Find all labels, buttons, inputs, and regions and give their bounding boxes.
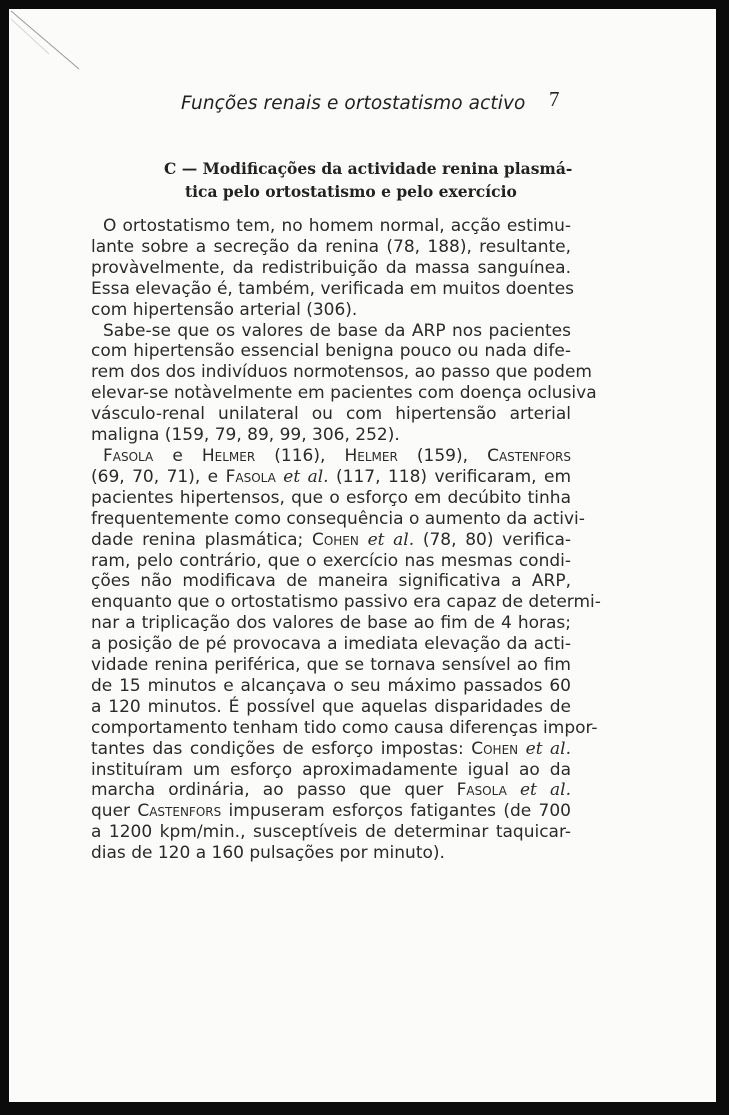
text-line: vidade renina periférica, que se tornava sensível ao fim xyxy=(91,655,571,676)
et-al: et al. xyxy=(519,780,571,801)
author-name: Castenfors xyxy=(487,445,571,466)
author-name: Fasola xyxy=(456,780,507,801)
text-line: Sabe-se que os valores de base da ARP nos pacientes xyxy=(103,320,571,341)
text-line: Essa elevação é, também, verificada em muitos doentes xyxy=(91,278,575,299)
text-line: pacientes hipertensos, que o esforço em decúbito tinha xyxy=(91,487,571,508)
section-heading-line2: tica pelo ortostatismo e pelo exercício xyxy=(185,182,517,201)
author-name: Helmer xyxy=(344,445,398,466)
text-line: de 15 minutos e alcançava o seu máximo passados 60 xyxy=(91,675,571,696)
text-line: ções não modificava de maneira significativa a ARP, xyxy=(91,571,571,592)
text-line: rem dos dos indivíduos normotensos, ao passo que podem xyxy=(91,362,592,383)
text-line: comportamento tenham tido como causa diferenças impor- xyxy=(91,717,598,738)
author-name: Helmer xyxy=(201,445,256,466)
running-title: Funções renais e ortostatismo activo xyxy=(181,93,526,114)
author-name: Fasola xyxy=(225,466,276,487)
text-line: marcha ordinária, ao passo que quer Fasola et al. xyxy=(91,780,571,801)
et-al: et al. xyxy=(367,529,415,550)
text-line: nar a triplicação dos valores de base ao fim de 4 horas; xyxy=(91,613,571,634)
text-line: provàvelmente, da redistribuição da massa sanguínea. xyxy=(91,257,571,278)
text-line: ram, pelo contrário, que o exercício nas mesmas condi- xyxy=(91,550,571,571)
text-line: com hipertensão essencial benigna pouco ou nada dife- xyxy=(91,341,571,362)
text-line: dade renina plasmática; Cohen et al. (78, 80) verifica- xyxy=(91,529,572,550)
text-line: com hipertensão arterial (306). xyxy=(91,299,358,320)
text-line: frequentemente como consequência o aumento da activi- xyxy=(91,508,585,529)
text-line: maligna (159, 79, 89, 99, 306, 252). xyxy=(91,425,400,446)
text-line: elevar-se notàvelmente em pacientes com doença oclusiva xyxy=(91,383,597,404)
text-line: dias de 120 a 160 pulsações por minuto). xyxy=(91,843,445,864)
text-line: a 120 minutos. É possível que aquelas disparidades de xyxy=(91,696,571,717)
section-heading xyxy=(164,157,604,203)
text-line: lante sobre a secreção da renina (78, 188), resultante, xyxy=(91,236,571,257)
text-line: instituíram um esforço aproximadamente igual ao da xyxy=(91,759,571,780)
et-al: et al. xyxy=(525,738,571,759)
corner-fold-mark xyxy=(9,9,129,99)
author-name: Cohen xyxy=(471,738,519,759)
text-line: vásculo-renal unilateral ou com hipertensão arterial xyxy=(91,404,571,425)
text-line: quer Castenfors impuseram esforços fatigantes (de 700 xyxy=(91,801,571,822)
body-text xyxy=(91,216,601,864)
text-line: a posição de pé provocava a imediata elevação da acti- xyxy=(91,634,571,655)
et-al: et al. xyxy=(283,466,329,487)
page-header xyxy=(159,87,579,117)
text-line: (69, 70, 71), e Fasola et al. (117, 118) verificaram, em xyxy=(91,466,572,487)
author-name: Fasola xyxy=(103,445,154,466)
author-name: Cohen xyxy=(311,529,359,550)
section-heading-line1: C — Modificações da actividade renina plasmá- xyxy=(164,159,573,178)
text-line: Fasola e Helmer (116), Helmer (159), Castenfors xyxy=(103,445,571,466)
text-line: a 1200 kpm/min., susceptíveis de determinar taquicar- xyxy=(91,822,571,843)
text-line: tantes das condições de esforço impostas: Cohen et al. xyxy=(91,738,571,759)
document-page xyxy=(9,9,716,1102)
text-line: O ortostatismo tem, no homem normal, acção estimu- xyxy=(103,216,571,236)
text-line: enquanto que o ortostatismo passivo era capaz de determi- xyxy=(91,592,601,613)
page-number: 7 xyxy=(549,87,560,111)
author-name: Castenfors xyxy=(137,801,222,822)
